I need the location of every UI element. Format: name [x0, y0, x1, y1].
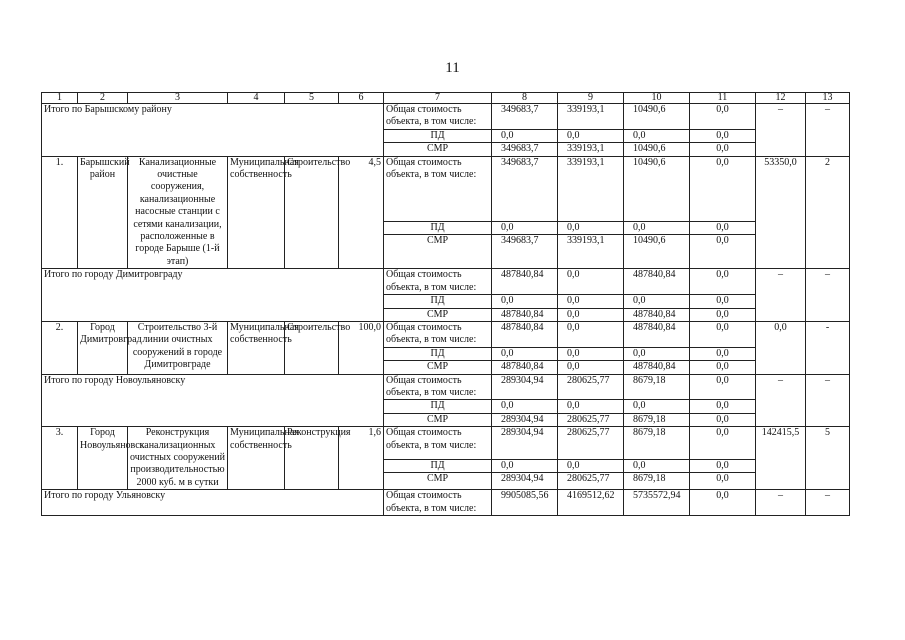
col12-value: 53350,0 [756, 156, 806, 269]
total-cost-value: 487840,84 [492, 269, 558, 295]
item-name: Строительство 3-й линии очистных сооружений в городе Димитровграде [128, 321, 228, 374]
smr-value: 0,0 [690, 473, 756, 490]
item-work-type: Строительство [285, 156, 339, 269]
item-district: Город Димитровград [78, 321, 128, 374]
total-cost-value: 0,0 [690, 374, 756, 400]
col12-value: – [756, 374, 806, 427]
total-cost-value: 0,0 [690, 321, 756, 347]
total-row [42, 269, 850, 295]
item-col6: 4,5 [339, 156, 384, 269]
header-cell: 13 [806, 93, 850, 104]
pd-value: 0,0 [558, 221, 624, 234]
item-ownership: Муниципальная собственность [228, 321, 285, 374]
item-col6: 1,6 [339, 427, 384, 490]
pd-value: 0,0 [624, 295, 690, 308]
total-row [42, 490, 850, 516]
total-title: Итого по городу Димитровграду [42, 269, 384, 322]
pd-value: 0,0 [624, 221, 690, 234]
header-cell: 1 [42, 93, 78, 104]
col13-value: – [806, 104, 850, 157]
total-cost-value: 0,0 [558, 321, 624, 347]
total-row [42, 104, 850, 130]
total-cost-value: 0,0 [558, 269, 624, 295]
pd-value: 0,0 [558, 347, 624, 360]
col12-value: – [756, 490, 806, 516]
smr-value: 339193,1 [558, 143, 624, 156]
item-ownership: Муниципальная собственность [228, 427, 285, 490]
pd-value: 0,0 [690, 347, 756, 360]
smr-value: 289304,94 [492, 473, 558, 490]
pd-value: 0,0 [492, 221, 558, 234]
pd-value: 0,0 [690, 459, 756, 472]
total-cost-value: 9905085,56 [492, 490, 558, 516]
total-cost-value: 0,0 [690, 490, 756, 516]
smr-value: 8679,18 [624, 413, 690, 426]
pd-value: 0,0 [492, 400, 558, 413]
header-cell: 7 [384, 93, 492, 104]
col12-value: – [756, 104, 806, 157]
pd-value: 0,0 [492, 129, 558, 142]
smr-value: 10490,6 [624, 235, 690, 269]
item-district: Город Новоульяновск [78, 427, 128, 490]
total-cost-value: 349683,7 [492, 156, 558, 221]
col13-value: – [806, 490, 850, 516]
pd-value: 0,0 [492, 459, 558, 472]
col13-value: - [806, 321, 850, 374]
item-number: 2. [42, 321, 78, 374]
investment-table [41, 92, 850, 516]
total-cost-value: 339193,1 [558, 104, 624, 130]
col13-value: 2 [806, 156, 850, 269]
pd-value: 0,0 [492, 347, 558, 360]
total-cost-value: 5735572,94 [624, 490, 690, 516]
smr-value: 487840,84 [492, 308, 558, 321]
item-district: Барышский район [78, 156, 128, 269]
total-cost-value: 4169512,62 [558, 490, 624, 516]
pd-label: ПД [384, 221, 492, 234]
col12-value: 0,0 [756, 321, 806, 374]
total-cost-label: Общая стоимость объекта, в том числе: [384, 269, 492, 295]
pd-label: ПД [384, 459, 492, 472]
total-cost-label: Общая стоимость объекта, в том числе: [384, 321, 492, 347]
header-cell: 11 [690, 93, 756, 104]
smr-value: 0,0 [690, 308, 756, 321]
col13-value: – [806, 269, 850, 322]
smr-value: 0,0 [690, 413, 756, 426]
pd-value: 0,0 [690, 400, 756, 413]
item-row [42, 427, 850, 460]
total-cost-value: 289304,94 [492, 374, 558, 400]
smr-label: СМР [384, 235, 492, 269]
smr-value: 349683,7 [492, 235, 558, 269]
total-title: Итого по Барышскому району [42, 104, 384, 157]
col12-value: 142415,5 [756, 427, 806, 490]
pd-value: 0,0 [690, 129, 756, 142]
total-cost-value: 10490,6 [624, 156, 690, 221]
smr-value: 339193,1 [558, 235, 624, 269]
col13-value: 5 [806, 427, 850, 490]
pd-value: 0,0 [558, 400, 624, 413]
smr-value: 280625,77 [558, 473, 624, 490]
smr-value: 487840,84 [492, 361, 558, 374]
smr-value: 280625,77 [558, 413, 624, 426]
item-row [42, 321, 850, 347]
header-row [42, 93, 850, 104]
total-title: Итого по городу Ульяновску [42, 490, 384, 516]
col12-value: – [756, 269, 806, 322]
smr-label: СМР [384, 413, 492, 426]
item-name: Канализационные очистные сооружения, канализационные насосные станции с сетями канализации, расположенные в городе Барыше (1-й этап) [128, 156, 228, 269]
pd-label: ПД [384, 400, 492, 413]
pd-value: 0,0 [690, 295, 756, 308]
smr-value: 8679,18 [624, 473, 690, 490]
total-cost-label: Общая стоимость объекта, в том числе: [384, 490, 492, 516]
total-cost-value: 10490,6 [624, 104, 690, 130]
total-cost-label: Общая стоимость объекта, в том числе: [384, 374, 492, 400]
pd-label: ПД [384, 347, 492, 360]
pd-value: 0,0 [690, 221, 756, 234]
smr-value: 289304,94 [492, 413, 558, 426]
total-cost-value: 487840,84 [624, 321, 690, 347]
pd-value: 0,0 [624, 129, 690, 142]
item-name: Реконструкция канализационных очистных сооружений производительностью 2000 куб. м в сутки [128, 427, 228, 490]
header-cell: 9 [558, 93, 624, 104]
pd-value: 0,0 [558, 129, 624, 142]
smr-label: СМР [384, 473, 492, 490]
item-number: 1. [42, 156, 78, 269]
header-cell: 4 [228, 93, 285, 104]
total-cost-value: 0,0 [690, 104, 756, 130]
pd-label: ПД [384, 295, 492, 308]
item-work-type: Строительство [285, 321, 339, 374]
total-cost-value: 280625,77 [558, 427, 624, 460]
pd-value: 0,0 [624, 459, 690, 472]
smr-value: 487840,84 [624, 308, 690, 321]
smr-value: 0,0 [690, 235, 756, 269]
pd-value: 0,0 [624, 400, 690, 413]
header-cell: 12 [756, 93, 806, 104]
header-cell: 5 [285, 93, 339, 104]
total-title: Итого по городу Новоульяновску [42, 374, 384, 427]
header-cell: 6 [339, 93, 384, 104]
total-cost-value: 349683,7 [492, 104, 558, 130]
pd-value: 0,0 [492, 295, 558, 308]
total-cost-value: 8679,18 [624, 427, 690, 460]
total-cost-value: 487840,84 [492, 321, 558, 347]
total-cost-value: 339193,1 [558, 156, 624, 221]
header-cell: 10 [624, 93, 690, 104]
smr-value: 0,0 [558, 361, 624, 374]
smr-value: 0,0 [558, 308, 624, 321]
item-row [42, 156, 850, 221]
pd-value: 0,0 [624, 347, 690, 360]
total-cost-value: 487840,84 [624, 269, 690, 295]
total-cost-value: 0,0 [690, 427, 756, 460]
smr-label: СМР [384, 361, 492, 374]
pd-value: 0,0 [558, 295, 624, 308]
total-cost-label: Общая стоимость объекта, в том числе: [384, 427, 492, 460]
smr-value: 487840,84 [624, 361, 690, 374]
table-body [42, 93, 850, 516]
item-ownership: Муниципальная собственность [228, 156, 285, 269]
total-cost-value: 0,0 [690, 156, 756, 221]
smr-value: 0,0 [690, 143, 756, 156]
header-cell: 3 [128, 93, 228, 104]
smr-value: 10490,6 [624, 143, 690, 156]
total-row [42, 374, 850, 400]
item-work-type: Реконструкция [285, 427, 339, 490]
total-cost-value: 0,0 [690, 269, 756, 295]
smr-value: 349683,7 [492, 143, 558, 156]
col13-value: – [806, 374, 850, 427]
item-col6: 100,0 [339, 321, 384, 374]
header-cell: 8 [492, 93, 558, 104]
smr-label: СМР [384, 308, 492, 321]
total-cost-label: Общая стоимость объекта, в том числе: [384, 156, 492, 221]
header-cell: 2 [78, 93, 128, 104]
smr-value: 0,0 [690, 361, 756, 374]
total-cost-label: Общая стоимость объекта, в том числе: [384, 104, 492, 130]
total-cost-value: 8679,18 [624, 374, 690, 400]
total-cost-value: 280625,77 [558, 374, 624, 400]
page-number: 11 [445, 60, 460, 76]
total-cost-value: 289304,94 [492, 427, 558, 460]
pd-value: 0,0 [558, 459, 624, 472]
item-number: 3. [42, 427, 78, 490]
smr-label: СМР [384, 143, 492, 156]
pd-label: ПД [384, 129, 492, 142]
